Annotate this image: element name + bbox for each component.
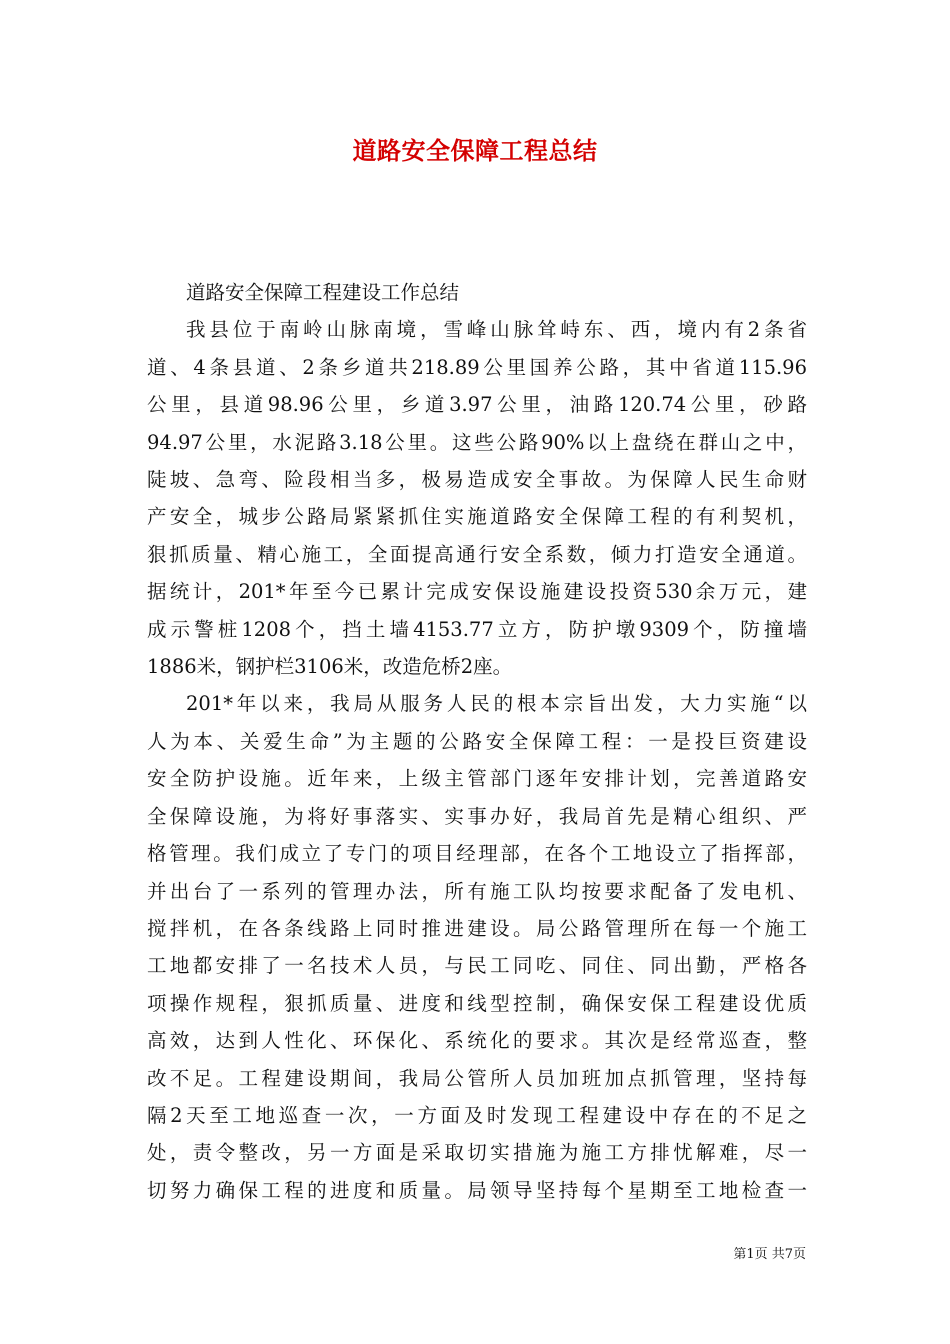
document-body [147,274,807,1209]
paragraph-line: 据统计，201*年至今已累计完成安保设施建设投资530余万元，建 [147,580,807,604]
paragraph-2 [147,685,807,1209]
paragraph-line: 狠抓质量、精心施工，全面提高通行安全系数，倾力打造安全通道。 [147,542,807,566]
paragraph-1 [147,311,807,685]
paragraph-line: 人为本、关爱生命”为主题的公路安全保障工程：一是投巨资建设 [147,729,807,753]
paragraph-line: 94.97公里，水泥路3.18公里。这些公路90%以上盘绕在群山之中， [147,430,807,454]
paragraph-line: 我县位于南岭山脉南境，雪峰山脉耸峙东、西，境内有2条省 [186,318,807,342]
paragraph-line: 道、4条县道、2条乡道共218.89公里国养公路，其中省道115.96 [147,355,807,379]
paragraph-line: 安全防护设施。近年来，上级主管部门逐年安排计划，完善道路安 [147,767,807,791]
page-number-footer: 第1页 共7页 [733,1247,806,1262]
paragraph-line: 搅拌机，在各条线路上同时推进建设。局公路管理所在每一个施工 [147,916,807,940]
paragraph-line: 处，责令整改，另一方面是采取切实措施为施工方排忧解难，尽一 [147,1141,807,1165]
paragraph-line: 产安全，城步公路局紧紧抓住实施道路安全保障工程的有利契机， [147,505,807,529]
paragraph-line: 高效，达到人性化、环保化、系统化的要求。其次是经常巡查，整 [147,1029,807,1053]
paragraph-line: 成示警桩1208个，挡土墙4153.77立方，防护墩9309个，防撞墙 [147,617,807,641]
paragraph-line: 全保障设施，为将好事落实、实事办好，我局首先是精心组织、严 [147,804,807,828]
paragraph-line: 改不足。工程建设期间，我局公管所人员加班加点抓管理，坚持每 [147,1066,807,1090]
paragraph-line: 并出台了一系列的管理办法，所有施工队均按要求配备了发电机、 [147,879,807,903]
paragraph-line: 项操作规程，狠抓质量、进度和线型控制，确保安保工程建设优质 [147,991,807,1015]
paragraph-line: 切努力确保工程的进度和质量。局领导坚持每个星期至工地检查一 [147,1178,807,1202]
document-subtitle: 道路安全保障工程建设工作总结 [186,281,460,304]
paragraph-line: 工地都安排了一名技术人员，与民工同吃、同住、同出勤，严格各 [147,954,807,978]
paragraph-line: 格管理。我们成立了专门的项目经理部，在各个工地设立了指挥部， [147,842,807,866]
paragraph-line: 201*年以来，我局从服务人民的根本宗旨出发，大力实施“以 [186,692,807,716]
paragraph-line: 隔2天至工地巡查一次，一方面及时发现工程建设中存在的不足之 [147,1103,807,1127]
paragraph-line: 公里，县道98.96公里，乡道3.97公里，油路120.74公里，砂路 [147,393,807,417]
paragraph-line: 陡坡、急弯、险段相当多，极易造成安全事故。为保障人民生命财 [147,468,807,492]
document-title: 道路安全保障工程总结 [352,136,598,165]
paragraph-line: 1886米，钢护栏3106米，改造危桥2座。 [147,655,513,679]
